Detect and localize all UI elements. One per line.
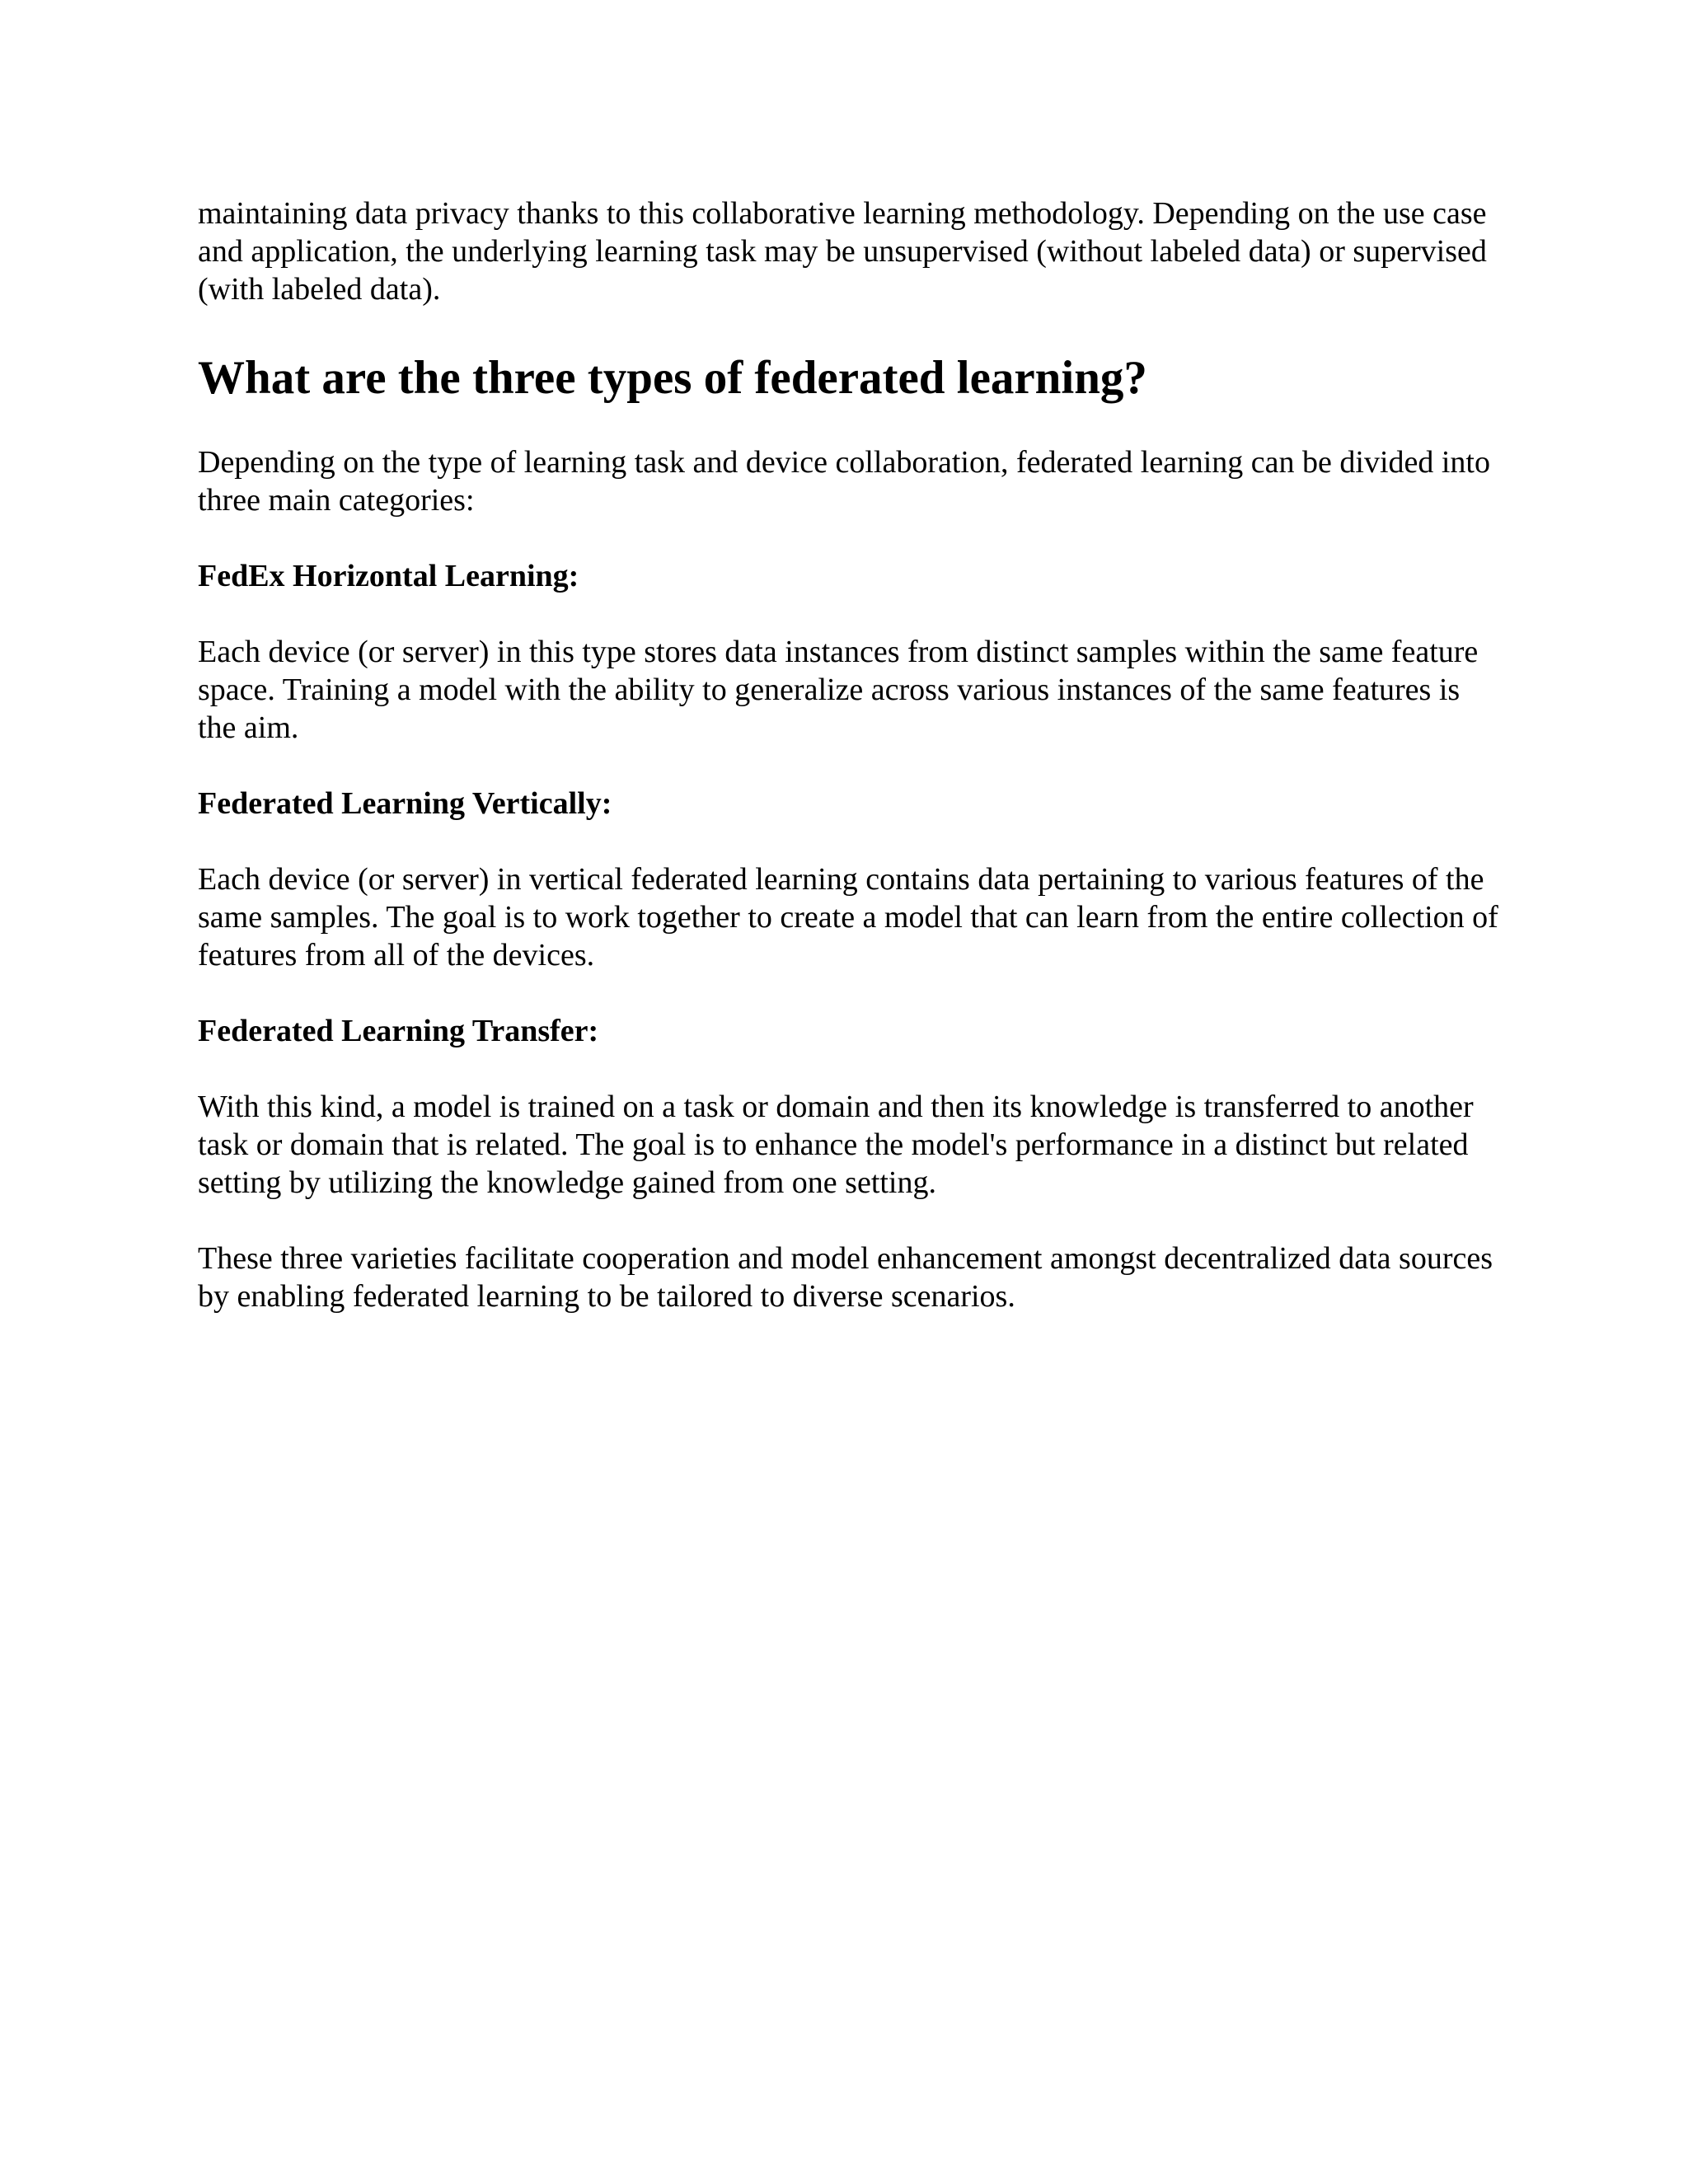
document-page [198, 194, 1500, 1315]
subsection-title: FedEx Horizontal Learning: [198, 559, 579, 593]
subsection-horizontal [198, 557, 1500, 747]
subsection-vertical [198, 785, 1500, 974]
section-heading: What are the three types of federated learning? [198, 352, 1147, 404]
subsection-body: Each device (or server) in this type stores data instances from distinct samples within the same feature space. Training a model with the ability to generalize across various instances of the same features is the aim. [198, 635, 1479, 745]
closing-paragraph: These three varieties facilitate cooperation and model enhancement amongst decentralized data sources by enabling federated learning to be tailored to diverse scenarios. [198, 1241, 1493, 1314]
intro-paragraph: maintaining data privacy thanks to this collaborative learning methodology. Depending on the use case and application, the underlying learning task may be unsupervised (without labeled data) or supervised (with labeled data). [198, 196, 1487, 307]
subsection-body: Each device (or server) in vertical federated learning contains data pertaining to various features of the same samples. The goal is to work together to create a model that can learn from the entire collection of features from all of the devices. [198, 862, 1498, 972]
subsection-body: With this kind, a model is trained on a task or domain and then its knowledge is transferred to another task or domain that is related. The goal is to enhance the model's performance in a distinct but related setting by utilizing the knowledge gained from one setting. [198, 1090, 1474, 1200]
subsection-title: Federated Learning Vertically: [198, 786, 612, 821]
subsection-title: Federated Learning Transfer: [198, 1014, 599, 1048]
subsection-transfer [198, 1012, 1500, 1202]
lead-paragraph: Depending on the type of learning task and device collaboration, federated learning can be divided into three main categories: [198, 445, 1490, 518]
